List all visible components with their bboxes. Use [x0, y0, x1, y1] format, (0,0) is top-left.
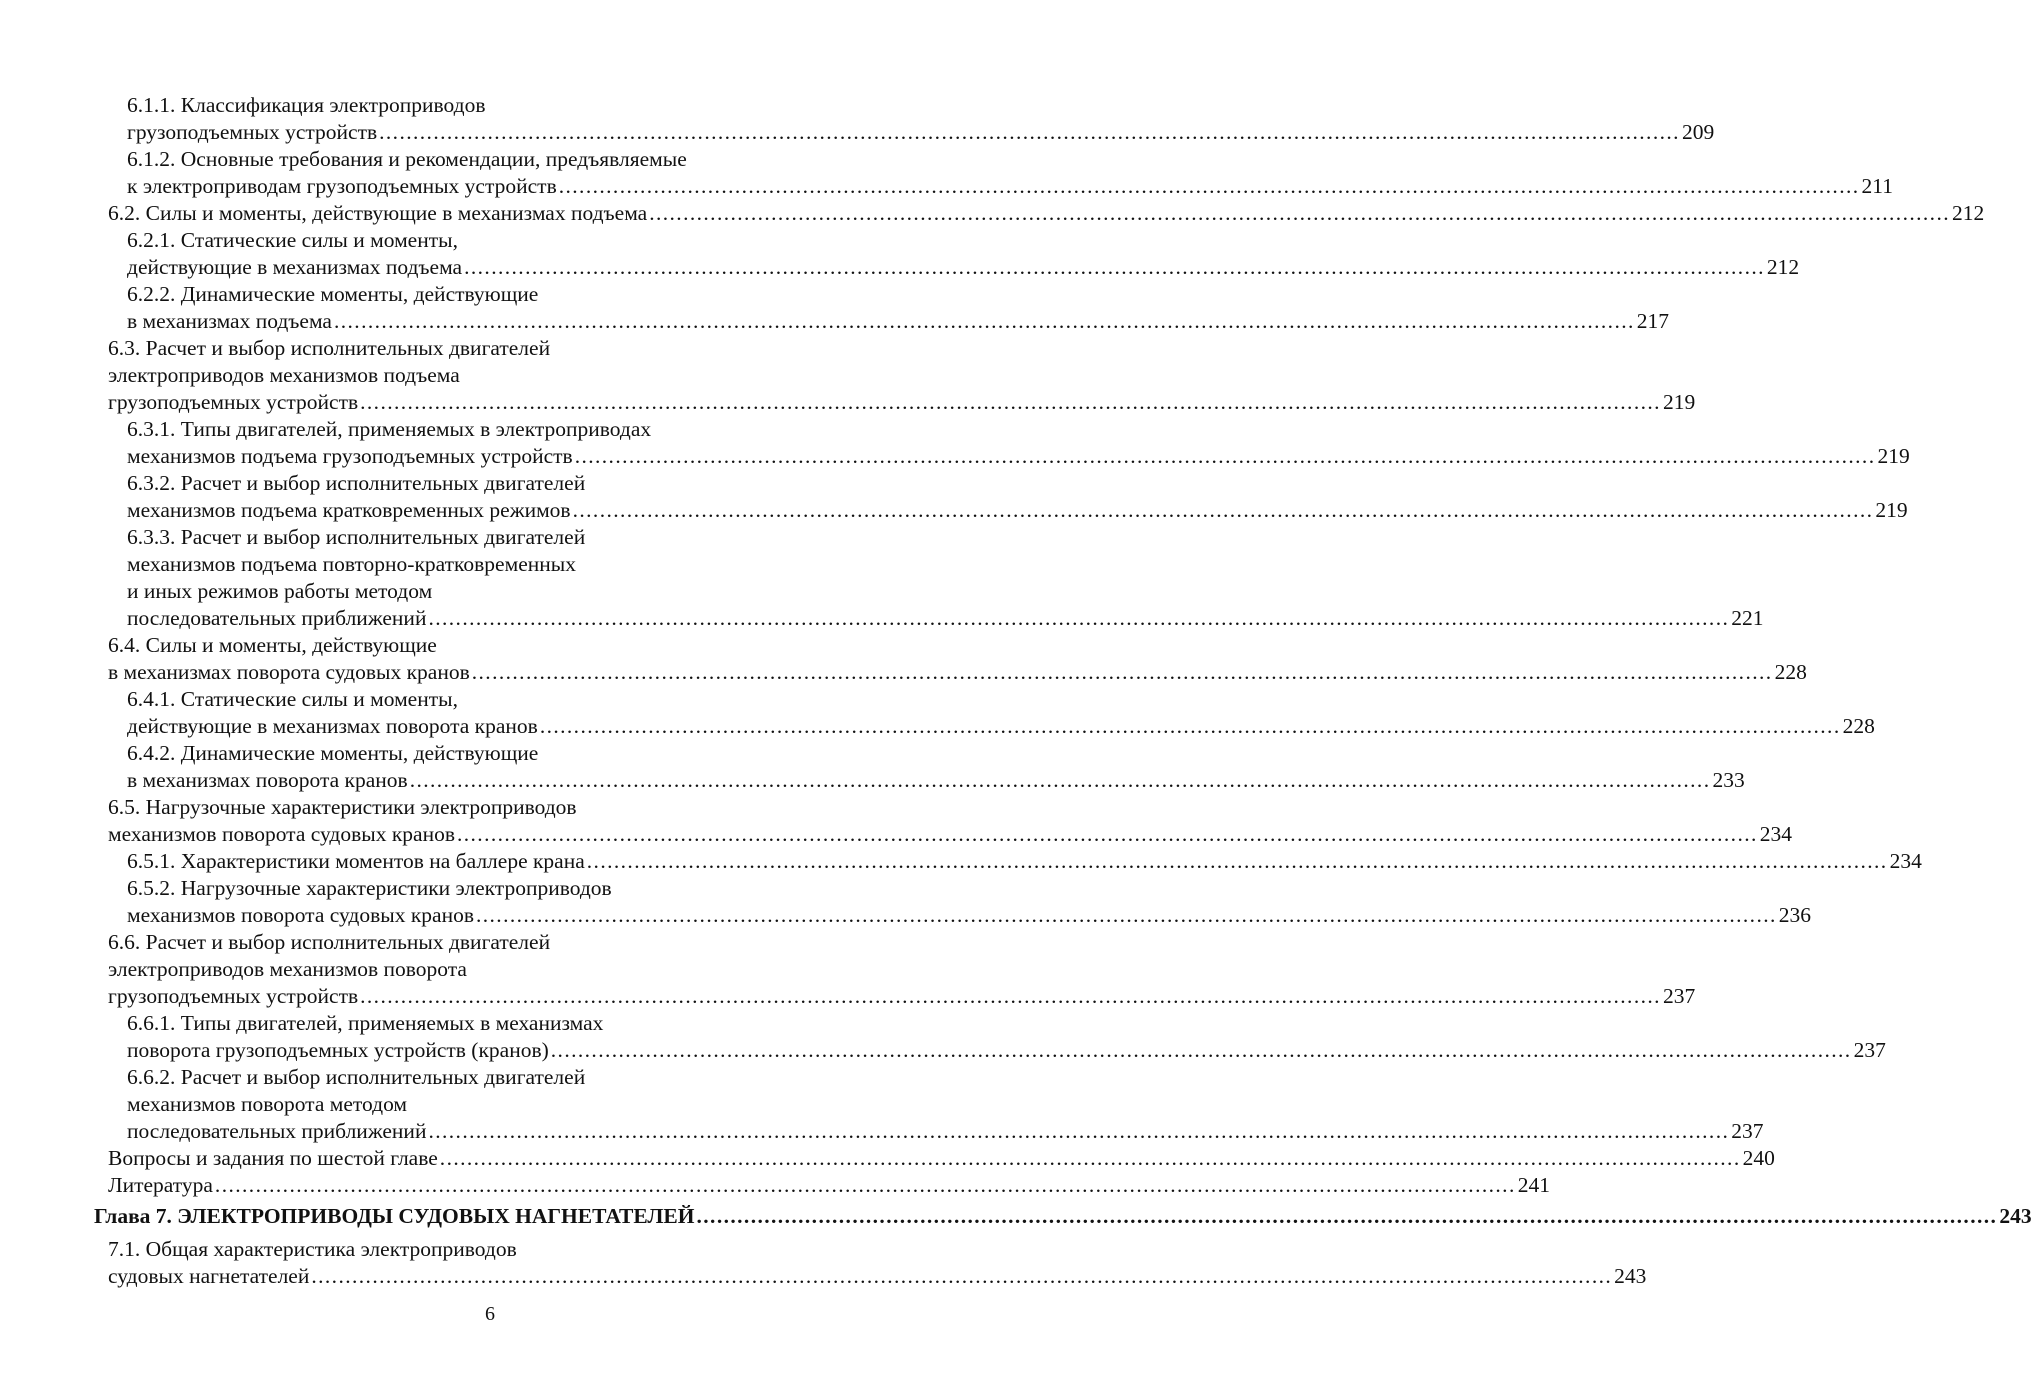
toc-entry[interactable]: [0, 1172, 1550, 1199]
toc-entry-final-line: [108, 1263, 1647, 1290]
toc-entry-text: последовательных приближений: [127, 606, 427, 630]
toc-entry-text: 6.4. Силы и моменты, действующие: [108, 633, 437, 657]
toc-entry[interactable]: [0, 281, 1670, 335]
toc-entry-text: Глава 7. ЭЛЕКТРОПРИВОДЫ СУДОВЫХ НАГНЕТАТЕЛЕЙ: [94, 1204, 695, 1228]
toc-entry[interactable]: [0, 632, 1807, 686]
dot-leader: [649, 200, 1950, 227]
toc-entry-text: в механизмах поворота кранов: [127, 768, 408, 792]
toc-entry-text: механизмов поворота судовых кранов: [127, 903, 474, 927]
toc-entry[interactable]: [0, 1010, 1886, 1064]
toc-entry-text: Вопросы и задания по шестой главе: [108, 1146, 438, 1170]
toc-entry-text: 6.1.2. Основные требования и рекомендации, предъявляемые: [127, 147, 687, 171]
toc-entry-text: механизмов подъема повторно-кратковременных: [127, 552, 576, 576]
toc-entry-text: 6.1.1. Классификация электроприводов: [127, 93, 486, 117]
dot-leader: [573, 497, 1874, 524]
toc-page-number: 211: [1861, 174, 1893, 198]
dot-leader: [697, 1203, 1998, 1230]
toc-page-number: 240: [1742, 1146, 1775, 1170]
toc-entry-text: 6.5.2. Нагрузочные характеристики электроприводов: [127, 876, 612, 900]
dot-leader: [559, 173, 1860, 200]
toc-entry-final-line: [127, 605, 1764, 632]
toc-entry-text: Литература: [108, 1173, 213, 1197]
toc-entry-text: 6.6.2. Расчет и выбор исполнительных двигателей: [127, 1065, 586, 1089]
toc-entry-final-line: [127, 902, 1812, 929]
toc-entry-text: в механизмах подъема: [127, 309, 332, 333]
toc-entry[interactable]: [0, 470, 1908, 524]
toc-entry-final-line: [127, 119, 1715, 146]
toc-entry-text: поворота грузоподъемных устройств (кранов): [127, 1038, 549, 1062]
toc-entry-text: механизмов поворота судовых кранов: [108, 822, 455, 846]
toc-entry[interactable]: [0, 335, 1696, 416]
toc-entry-text: грузоподъемных устройств: [127, 120, 378, 144]
toc-entry[interactable]: [0, 416, 1910, 470]
dot-leader: [440, 1145, 1741, 1172]
toc-entry-final-line: [108, 821, 1793, 848]
toc-entry-text: действующие в механизмах поворота кранов: [127, 714, 538, 738]
toc-entry[interactable]: [0, 92, 1715, 146]
toc-page-number: 219: [1875, 498, 1908, 522]
toc-entry-text: 6.3.1. Типы двигателей, применяемых в электроприводах: [127, 417, 652, 441]
dot-leader: [360, 983, 1661, 1010]
page-number: 6: [485, 1303, 495, 1325]
toc-entry-text: 6.2. Силы и моменты, действующие в механизмах подъема: [108, 201, 648, 225]
dot-leader: [410, 767, 1711, 794]
toc-entry[interactable]: [0, 848, 1922, 875]
toc-entry-text: 6.6. Расчет и выбор исполнительных двигателей: [108, 930, 551, 954]
dot-leader: [476, 902, 1777, 929]
toc-entry-text: 6.5.1. Характеристики моментов на баллере крана: [127, 849, 585, 873]
dot-leader: [311, 1263, 1612, 1290]
toc-entry-final-line: [127, 1037, 1886, 1064]
toc-page-number: 219: [1662, 390, 1696, 414]
toc-entry-text: механизмов подъема грузоподъемных устройств: [127, 444, 573, 468]
toc-entry-text: 6.2.2. Динамические моменты, действующие: [127, 282, 539, 306]
toc-entry-final-line: [127, 308, 1670, 335]
toc-entry-final-line: [127, 767, 1745, 794]
toc-page-number: 221: [1731, 606, 1764, 630]
toc-entry-text: грузоподъемных устройств: [108, 984, 359, 1008]
toc-entry-text: судовых нагнетателей: [108, 1264, 310, 1288]
toc-entry[interactable]: [0, 929, 1696, 1010]
toc-page-number: 243: [1999, 1204, 2032, 1228]
dot-leader: [472, 659, 1773, 686]
dot-leader: [428, 605, 1729, 632]
toc-entry-final-line: [108, 389, 1696, 416]
toc-chapter-entry[interactable]: [0, 1203, 2032, 1230]
toc-entry[interactable]: [0, 146, 1893, 200]
toc-entry[interactable]: [0, 794, 1793, 848]
toc-entry[interactable]: [0, 1064, 1764, 1145]
dot-leader: [457, 821, 1758, 848]
toc-page-number: 236: [1778, 903, 1812, 927]
toc-entry[interactable]: [0, 686, 1875, 740]
toc-entry-final-line: [127, 497, 1908, 524]
toc-page-number: 234: [1889, 849, 1922, 873]
dot-leader: [551, 1037, 1852, 1064]
dot-leader: [464, 254, 1765, 281]
toc-page-number: 237: [1662, 984, 1696, 1008]
toc-entry-text: 6.2.1. Статические силы и моменты,: [127, 228, 458, 252]
dot-leader: [379, 119, 1680, 146]
toc-entry-text: электроприводов механизмов подъема: [108, 363, 460, 387]
toc-entry-final-line: [127, 1118, 1764, 1145]
toc-entry[interactable]: [0, 524, 1764, 632]
toc-entry-final-line: [127, 713, 1875, 740]
toc-entry-final-line: [127, 443, 1910, 470]
toc-entry-final-line: [127, 173, 1893, 200]
toc-entry-text: 6.6.1. Типы двигателей, применяемых в механизмах: [127, 1011, 604, 1035]
toc-page-number: 228: [1842, 714, 1875, 738]
toc-entry-text: механизмов подъема кратковременных режимов: [127, 498, 571, 522]
toc-page-number: 219: [1877, 444, 1910, 468]
table-of-contents: [0, 92, 2032, 1290]
toc-page-number: 217: [1636, 309, 1670, 333]
toc-entry[interactable]: [0, 200, 1985, 227]
toc-page-number: 237: [1853, 1038, 1886, 1062]
toc-entry-text: и иных режимов работы методом: [127, 579, 433, 603]
toc-entry-final-line: [108, 1172, 1550, 1199]
dot-leader: [540, 713, 1841, 740]
toc-entry-text: 6.4.2. Динамические моменты, действующие: [127, 741, 539, 765]
toc-entry-final-line: [108, 200, 1985, 227]
toc-entry-final-line: [108, 1145, 1775, 1172]
toc-page-number: 233: [1712, 768, 1745, 792]
toc-entry-text: последовательных приближений: [127, 1119, 427, 1143]
toc-page-number: 212: [1952, 201, 1985, 225]
toc-page-number: 237: [1731, 1119, 1764, 1143]
toc-page-number: 234: [1759, 822, 1793, 846]
dot-leader: [587, 848, 1888, 875]
toc-entry-text: 6.3.2. Расчет и выбор исполнительных двигателей: [127, 471, 586, 495]
toc-entry-text: к электроприводам грузоподъемных устройств: [127, 174, 557, 198]
toc-entry-text: 6.5. Нагрузочные характеристики электроприводов: [108, 795, 577, 819]
toc-entry[interactable]: [0, 875, 1812, 929]
toc-entry[interactable]: [0, 740, 1745, 794]
toc-page-number: 228: [1774, 660, 1807, 684]
toc-entry-final-line: [108, 983, 1696, 1010]
toc-entry-text: 7.1. Общая характеристика электроприводов: [108, 1237, 517, 1261]
toc-entry-text: 6.4.1. Статические силы и моменты,: [127, 687, 458, 711]
dot-leader: [360, 389, 1661, 416]
toc-entry-text: электроприводов механизмов поворота: [108, 957, 467, 981]
dot-leader: [575, 443, 1876, 470]
toc-entry-final-line: [127, 848, 1922, 875]
toc-entry-text: 6.3. Расчет и выбор исполнительных двигателей: [108, 336, 551, 360]
toc-entry-text: действующие в механизмах подъема: [127, 255, 463, 279]
toc-entry-final-line: [127, 254, 1800, 281]
toc-entry-text: 6.3.3. Расчет и выбор исполнительных двигателей: [127, 525, 586, 549]
dot-leader: [428, 1118, 1729, 1145]
toc-entry[interactable]: [0, 1145, 1775, 1172]
dot-leader: [215, 1172, 1516, 1199]
toc-page-number: 209: [1681, 120, 1715, 144]
toc-page-number: 243: [1614, 1264, 1647, 1288]
toc-page-number: 212: [1766, 255, 1800, 279]
toc-page-number: 241: [1517, 1173, 1550, 1197]
toc-entry-text: в механизмах поворота судовых кранов: [108, 660, 470, 684]
toc-entry-final-line: [108, 659, 1807, 686]
toc-entry-final-line: [94, 1203, 2032, 1230]
toc-entry[interactable]: [0, 227, 1800, 281]
toc-entry[interactable]: [0, 1236, 1647, 1290]
toc-entry-text: грузоподъемных устройств: [108, 390, 359, 414]
dot-leader: [334, 308, 1635, 335]
toc-entry-text: механизмов поворота методом: [127, 1092, 408, 1116]
